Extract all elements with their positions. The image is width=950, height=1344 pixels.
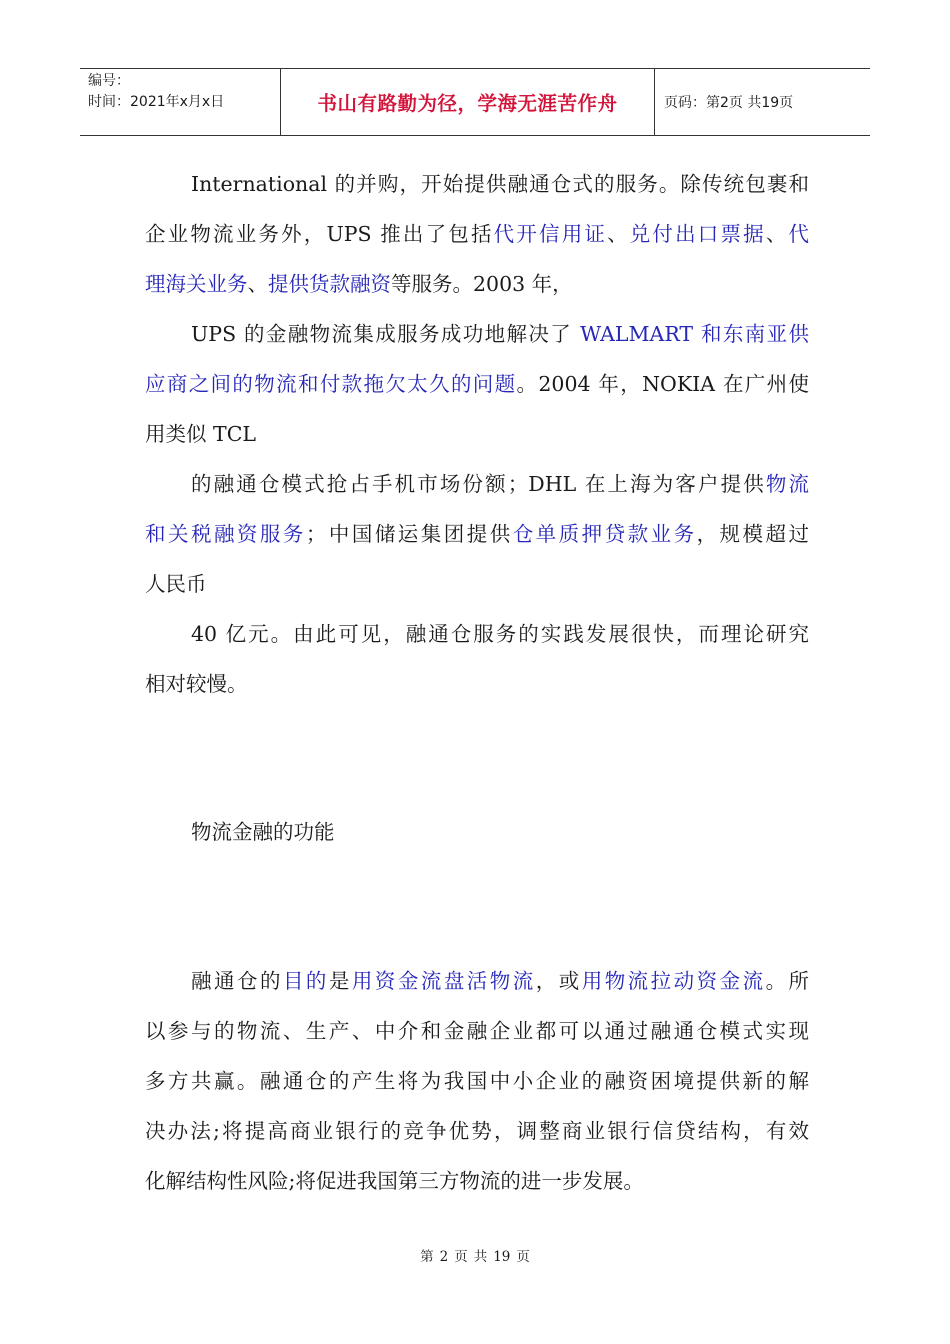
paragraph-line: [145, 459, 809, 509]
link-purpose[interactable]: 目的: [282, 969, 329, 993]
text-run: UPS 的金融物流集成服务成功地解决了: [191, 322, 581, 346]
link-warehouse-receipt-loan[interactable]: 仓单质押贷款业务: [512, 522, 697, 546]
link-walmart-suppliers[interactable]: 应商之间的物流和付款拖欠太久的问题: [145, 372, 517, 396]
text-run: 、: [247, 272, 268, 296]
text-run: 以参与的物流、生产、中介和金融企业都可以通过融通仓模式实现: [145, 1019, 809, 1043]
footer-text: 页: [454, 1249, 468, 1265]
document-header: [80, 68, 870, 136]
paragraph-2: [145, 309, 809, 459]
paragraph-line: [145, 409, 809, 459]
link-capital-flow-activates-logistics[interactable]: 用资金流盘活物流: [351, 969, 536, 993]
footer-text: 页: [516, 1249, 530, 1265]
paragraph-line: [145, 159, 809, 209]
text-run: 。所: [765, 969, 810, 993]
paragraph-line: [145, 309, 809, 359]
paragraph-line: [145, 509, 809, 559]
date-label: 时间：2021年x月x日: [88, 94, 225, 110]
text-run: 40 亿元。由此可见，融通仓服务的实践发展很快，而理论研究: [191, 622, 809, 646]
motto-text: 书山有路勤为径，学海无涯苦作舟: [317, 92, 618, 115]
link-logistics-tariff-financing[interactable]: 和关税融资服务: [145, 522, 306, 546]
text-run: 等服务。2003 年，: [391, 272, 573, 296]
header-motto-cell: [281, 69, 655, 135]
footer-page-number: 2: [439, 1249, 449, 1265]
paragraph-line: [145, 659, 809, 709]
section-heading: 物流金融的功能: [191, 820, 335, 844]
paragraph-line: [145, 1056, 809, 1106]
page-footer: [0, 1245, 950, 1265]
paragraph-line: [145, 1106, 809, 1156]
link-customs-agency[interactable]: 理海关业务: [145, 272, 248, 296]
paragraph-line: [145, 1006, 809, 1056]
footer-total-pages: 19: [493, 1249, 511, 1265]
link-letter-of-credit[interactable]: 代开信用证: [493, 222, 608, 246]
text-run: 企业物流业务外，UPS 推出了包括: [145, 222, 494, 246]
text-run: 人民币: [145, 572, 207, 596]
text-run: 、: [607, 222, 630, 246]
page-info: 页码：第2页 共19页: [664, 95, 794, 111]
link-goods-financing[interactable]: 提供货款融资: [268, 272, 391, 296]
paragraph-line: [145, 209, 809, 259]
paragraph-line: [145, 259, 809, 309]
text-run: 、: [765, 222, 789, 246]
link-logistics-drives-capital-flow[interactable]: 用物流拉动资金流: [581, 969, 766, 993]
footer-text: 共: [473, 1249, 488, 1265]
text-run: 用类似 TCL: [145, 422, 256, 446]
header-meta-cell: [80, 69, 281, 135]
paragraph-line: [145, 956, 809, 1006]
paragraph-line: [145, 359, 809, 409]
text-run: 是: [328, 969, 352, 993]
text-run: ，或: [535, 969, 582, 993]
paragraph-line: [145, 1156, 809, 1206]
text-run: 多方共赢。融通仓的产生将为我国中小企业的融资困境提供新的解: [145, 1069, 809, 1093]
text-run: 化解结构性风险;将促进我国第三方物流的进一步发展。: [145, 1169, 644, 1193]
text-run: International 的并购，开始提供融通仓式的服务。除传统包裹和: [191, 172, 809, 196]
text-run: 相对较慢。: [145, 672, 248, 696]
link-export-bills[interactable]: 兑付出口票据: [629, 222, 766, 246]
link-customs-agency[interactable]: 代: [788, 222, 810, 246]
paragraph-3: [145, 459, 809, 609]
footer-text: 第: [420, 1249, 434, 1265]
link-logistics-tariff-financing[interactable]: 物流: [765, 472, 810, 496]
paragraph-1: [145, 159, 809, 309]
text-run: ；中国储运集团提供: [305, 522, 513, 546]
text-run: 。2004 年，NOKIA 在广州使: [516, 372, 810, 396]
paragraph-line: [145, 559, 809, 609]
text-run: 融通仓的: [191, 969, 283, 993]
number-label: 编号：: [88, 73, 130, 89]
header-page-cell: [655, 69, 870, 135]
text-run: ，规模超过: [696, 522, 810, 546]
paragraph-5: [145, 956, 809, 1206]
link-walmart-suppliers[interactable]: WALMART 和东南亚供: [580, 322, 809, 346]
text-run: 决办法;将提高商业银行的竞争优势，调整商业银行信贷结构，有效: [145, 1119, 809, 1143]
text-run: 的融通仓模式抢占手机市场份额；DHL 在上海为客户提供: [191, 472, 766, 496]
paragraph-line: [145, 609, 809, 659]
paragraph-4: [145, 609, 809, 709]
